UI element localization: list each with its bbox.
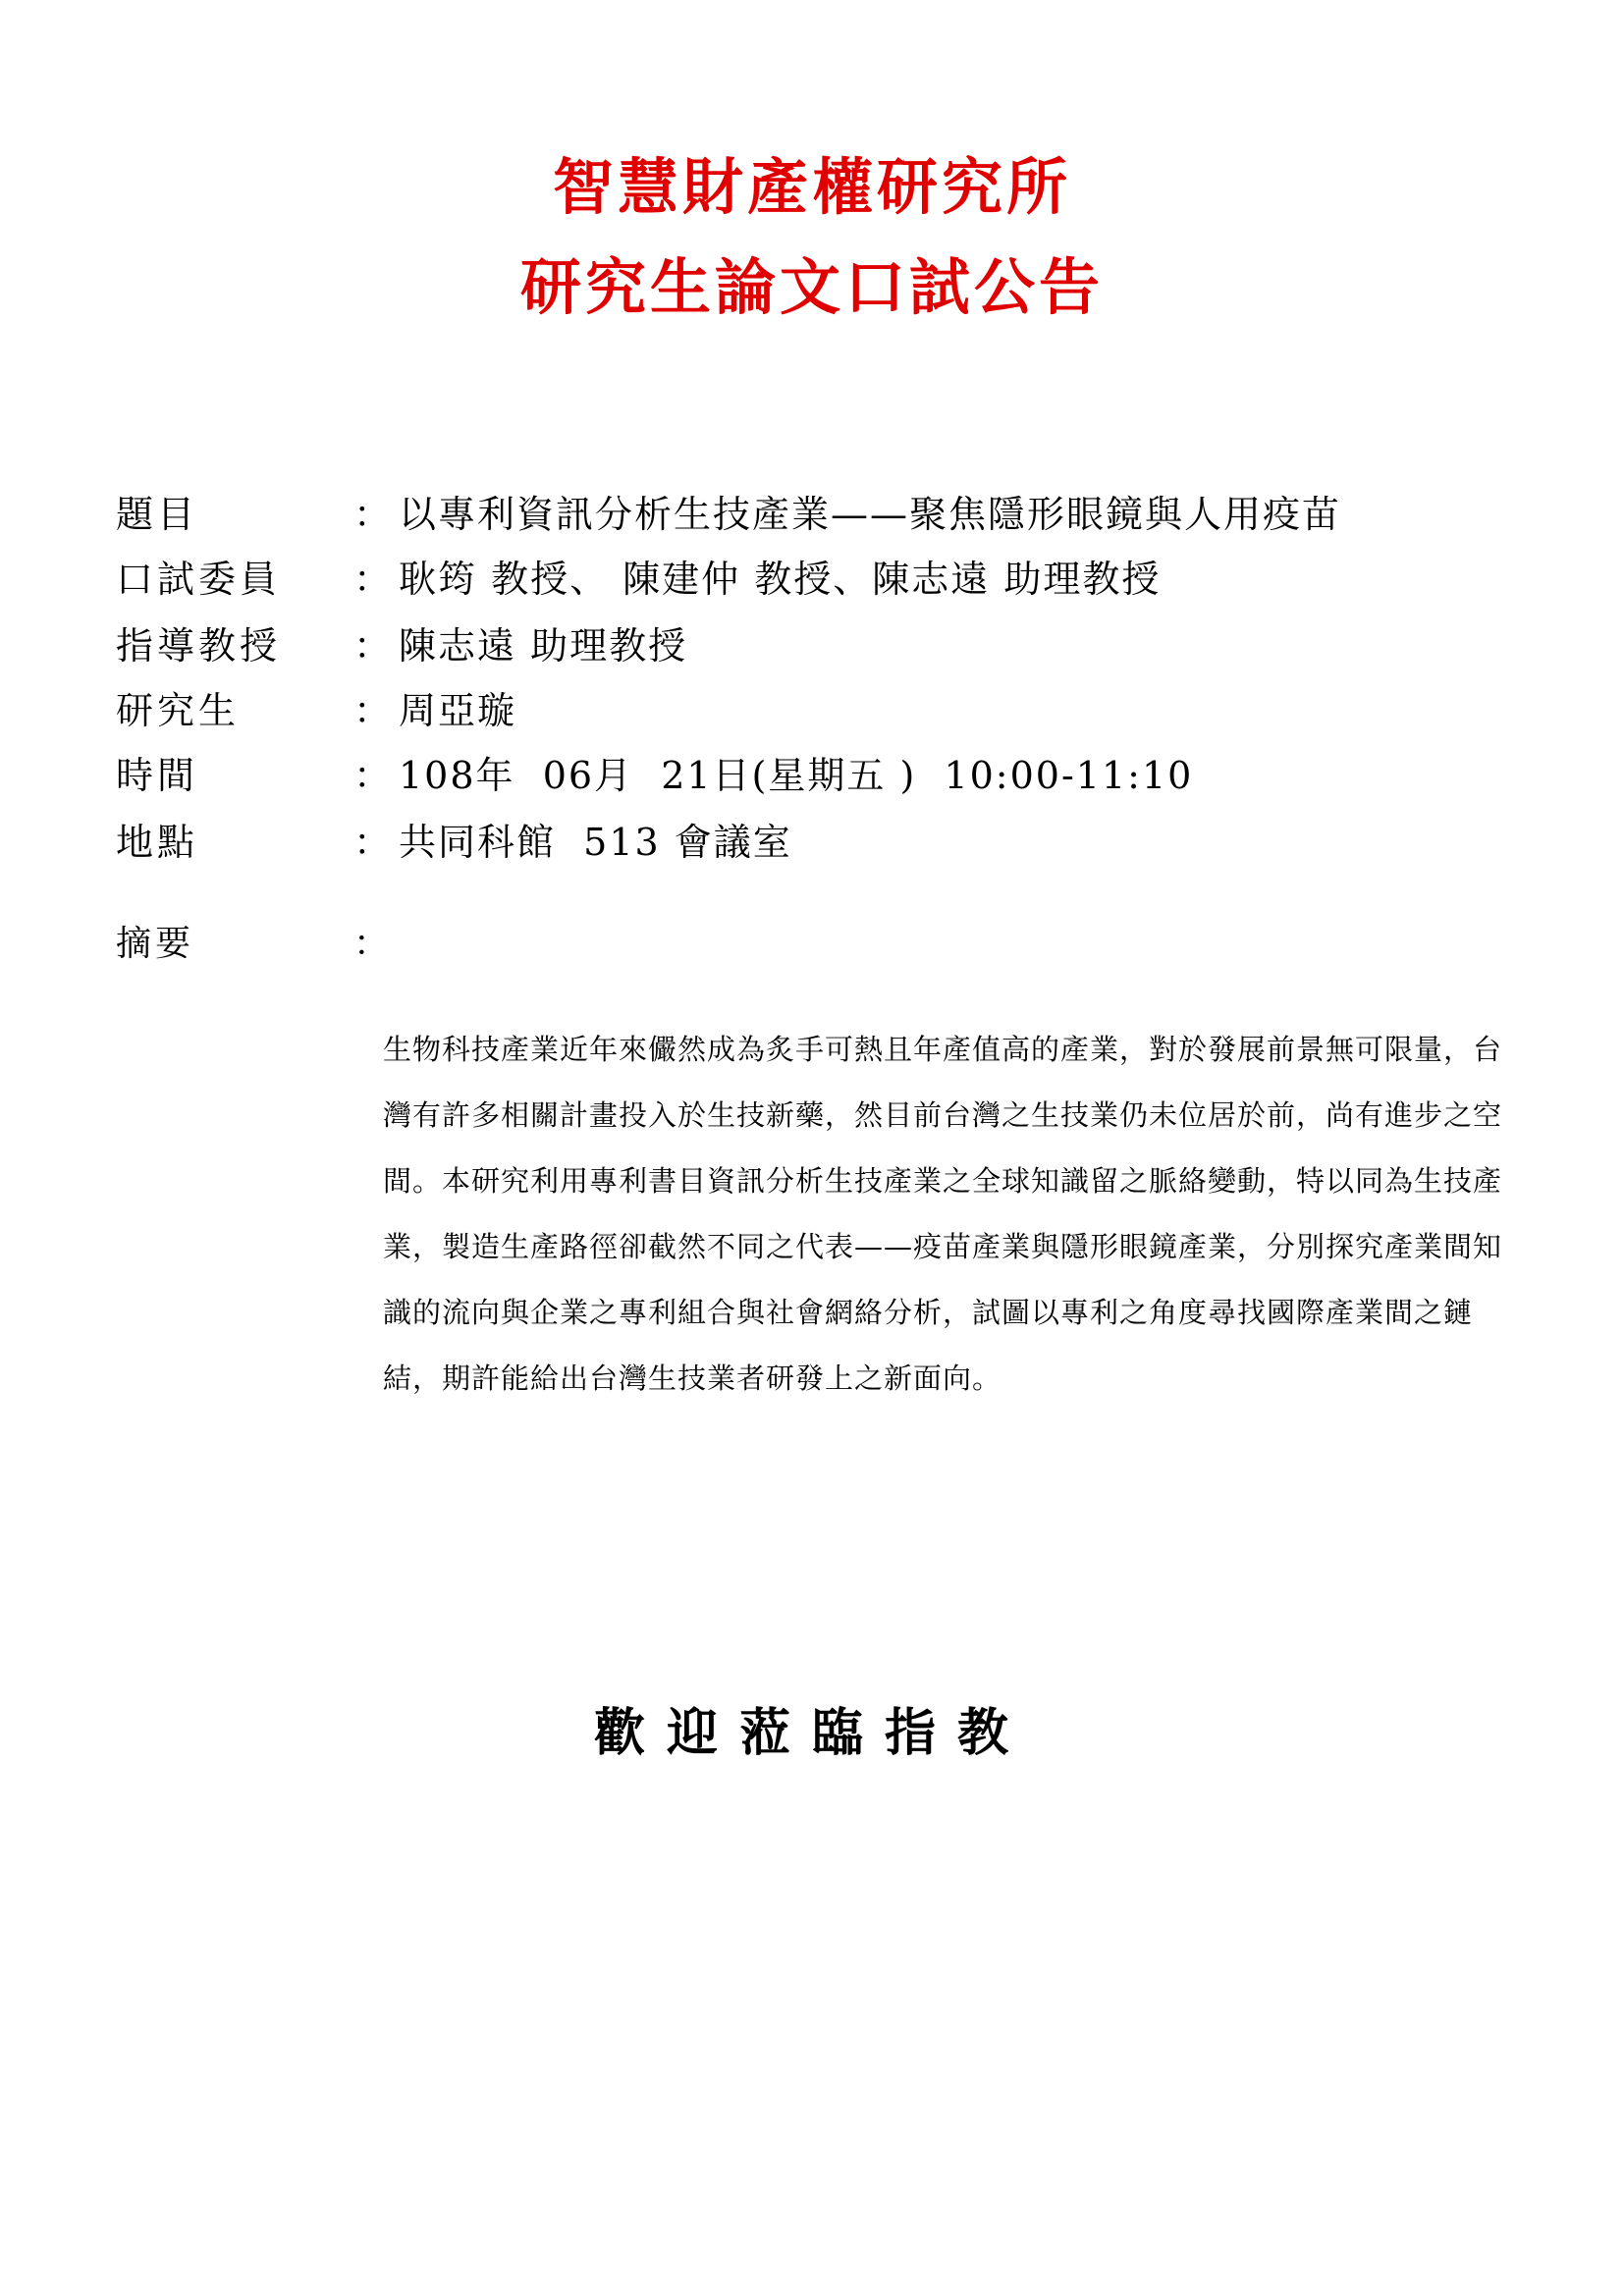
info-colon: ： [353,689,392,732]
page-subtitle: 研究生論文口試公告 [519,251,1104,323]
info-value: 耿筠 教授、 陳建仲 教授、陳志遠 助理教授 [399,558,1162,601]
abstract-label-row [116,917,607,972]
welcome-message: 歡迎蒞臨指教 [593,1703,1030,1763]
info-label: 題目 [116,493,199,536]
info-label: 研究生 [116,689,241,732]
info-value: 108年 06月 21日(星期五 ) 10:00-11:10 [399,754,1194,797]
info-value: 共同科館 513 會議室 [399,821,792,864]
info-colon: ： [353,821,392,864]
info-value: 周亞璇 [399,689,517,732]
info-colon: ： [353,493,392,536]
info-colon: ： [353,754,392,797]
info-value: 以專利資訊分析生技產業——聚焦隱形眼鏡與人用疫苗 [399,493,1342,536]
info-label: 地點 [116,821,199,864]
abstract-label: 摘要 [116,924,195,964]
info-colon: ： [353,624,392,667]
abstract-text: 生物科技產業近年來儼然成為炙手可熱且年產值高的產業，對於發展前景無可限量，台灣有許多相關計畫投入於生技新藥，然目前台灣之生技業仍未位居於前，尚有進步之空間。本研究利用專利書目資訊分析生技產業之全球知識留之脈絡變動，特以同為生技產業，製造生產路徑卻截然不同之代表——疫苗產業與隱形眼鏡產業，分別探究產業間知識的流向與企業之專利組合與社會網絡分析，試圖以專利之角度尋找國際產業間之鏈結，期許能給出台灣生技業者研發上之新面向。 [383,1033,1503,1395]
info-colon: ： [353,558,392,601]
info-label: 指導教授 [116,624,282,667]
info-label: 時間 [116,754,199,797]
info-colon: ： [353,924,390,964]
info-label: 口試委員 [116,558,282,601]
info-value: 陳志遠 助理教授 [399,624,688,667]
page-title: 智慧財產權研究所 [552,151,1071,223]
